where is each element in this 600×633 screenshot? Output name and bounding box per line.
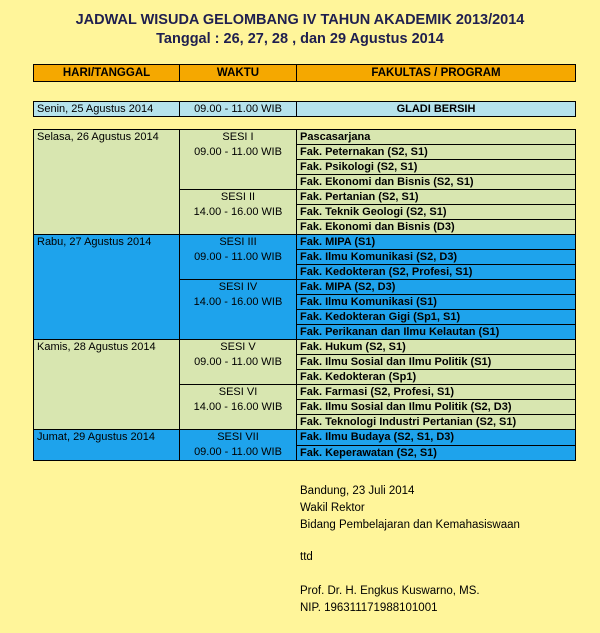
header-time: WAKTU: [180, 65, 297, 82]
session-cell: [180, 280, 297, 340]
sign-position: Wakil Rektor: [300, 502, 365, 514]
session-cell: [180, 190, 297, 235]
header-table: [33, 64, 576, 82]
faculty-cell: Pascasarjana: [297, 130, 576, 145]
header-day: HARI/TANGGAL: [34, 65, 180, 82]
gladi-label: GLADI BERSIH: [297, 102, 576, 117]
session-name: SESI VII: [217, 431, 259, 443]
schedule-table: [33, 129, 576, 461]
faculty-cell: Fak. Kedokteran (S2, Profesi, S1): [297, 265, 576, 280]
faculty-cell: Fak. Psikologi (S2, S1): [297, 160, 576, 175]
faculty-cell: Fak. Kedokteran (Sp1): [297, 370, 576, 385]
faculty-cell: Fak. Farmasi (S2, Profesi, S1): [297, 385, 576, 400]
session-cell: [180, 385, 297, 430]
faculty-cell: Fak. Peternakan (S2, S1): [297, 145, 576, 160]
faculty-cell: Fak. Ilmu Budaya (S2, S1, D3): [297, 430, 576, 446]
session-time: 14.00 - 16.00 WIB: [193, 401, 283, 413]
session-time: 14.00 - 16.00 WIB: [193, 206, 283, 218]
session-name: SESI II: [220, 191, 256, 203]
session-cell: [180, 130, 297, 190]
faculty-cell: Fak. Ilmu Sosial dan Ilmu Politik (S2, D3): [297, 400, 576, 415]
faculty-cell: Fak. Ilmu Komunikasi (S1): [297, 295, 576, 310]
faculty-cell: Fak. Ekonomi dan Bisnis (S2, S1): [297, 175, 576, 190]
faculty-cell: Fak. Hukum (S2, S1): [297, 340, 576, 355]
day-cell: Jumat, 29 Agustus 2014: [34, 430, 180, 461]
faculty-cell: Fak. Kedokteran Gigi (Sp1, S1): [297, 310, 576, 325]
table-row: [34, 235, 576, 250]
gladi-table: [33, 101, 576, 117]
gladi-day: Senin, 25 Agustus 2014: [34, 102, 180, 117]
table-row: [34, 130, 576, 145]
session-time: 09.00 - 11.00 WIB: [194, 146, 282, 158]
day-cell: Selasa, 26 Agustus 2014: [34, 130, 180, 235]
sign-place-date: Bandung, 23 Juli 2014: [300, 485, 415, 497]
session-time: 14.00 - 16.00 WIB: [193, 296, 283, 308]
session-cell: [180, 430, 297, 461]
page-subtitle: Tanggal : 26, 27, 28 , dan 29 Agustus 2014: [156, 31, 444, 47]
page-title: JADWAL WISUDA GELOMBANG IV TAHUN AKADEMIK 2013/2014: [75, 12, 525, 28]
header-faculty: FAKULTAS / PROGRAM: [297, 65, 576, 82]
session-cell: [180, 340, 297, 385]
sign-ttd: ttd: [300, 551, 313, 563]
session-name: SESI V: [220, 341, 256, 353]
faculty-cell: Fak. Perikanan dan Ilmu Kelautan (S1): [297, 325, 576, 340]
session-name: SESI IV: [218, 281, 258, 293]
day-cell: Kamis, 28 Agustus 2014: [34, 340, 180, 430]
session-time: 09.00 - 11.00 WIB: [194, 356, 282, 368]
sign-division: Bidang Pembelajaran dan Kemahasiswaan: [300, 519, 520, 531]
faculty-cell: Fak. Pertanian (S2, S1): [297, 190, 576, 205]
gladi-time: 09.00 - 11.00 WIB: [180, 102, 297, 117]
faculty-cell: Fak. MIPA (S2, D3): [297, 280, 576, 295]
session-name: SESI I: [222, 131, 254, 143]
table-row: [34, 340, 576, 355]
sign-name: Prof. Dr. H. Engkus Kuswarno, MS.: [300, 585, 480, 597]
session-cell: [180, 235, 297, 280]
faculty-cell: Fak. Ilmu Komunikasi (S2, D3): [297, 250, 576, 265]
table-row: [34, 430, 576, 446]
session-name: SESI III: [219, 236, 257, 248]
session-name: SESI VI: [218, 386, 258, 398]
sign-nip: NIP. 196311171988101001: [300, 602, 438, 614]
faculty-cell: Fak. Teknik Geologi (S2, S1): [297, 205, 576, 220]
faculty-cell: Fak. MIPA (S1): [297, 235, 576, 250]
session-time: 09.00 - 11.00 WIB: [194, 446, 282, 458]
faculty-cell: Fak. Ekonomi dan Bisnis (D3): [297, 220, 576, 235]
day-cell: Rabu, 27 Agustus 2014: [34, 235, 180, 340]
session-time: 09.00 - 11.00 WIB: [194, 251, 282, 263]
faculty-cell: Fak. Ilmu Sosial dan Ilmu Politik (S1): [297, 355, 576, 370]
faculty-cell: Fak. Keperawatan (S2, S1): [297, 445, 576, 461]
faculty-cell: Fak. Teknologi Industri Pertanian (S2, S1): [297, 415, 576, 430]
